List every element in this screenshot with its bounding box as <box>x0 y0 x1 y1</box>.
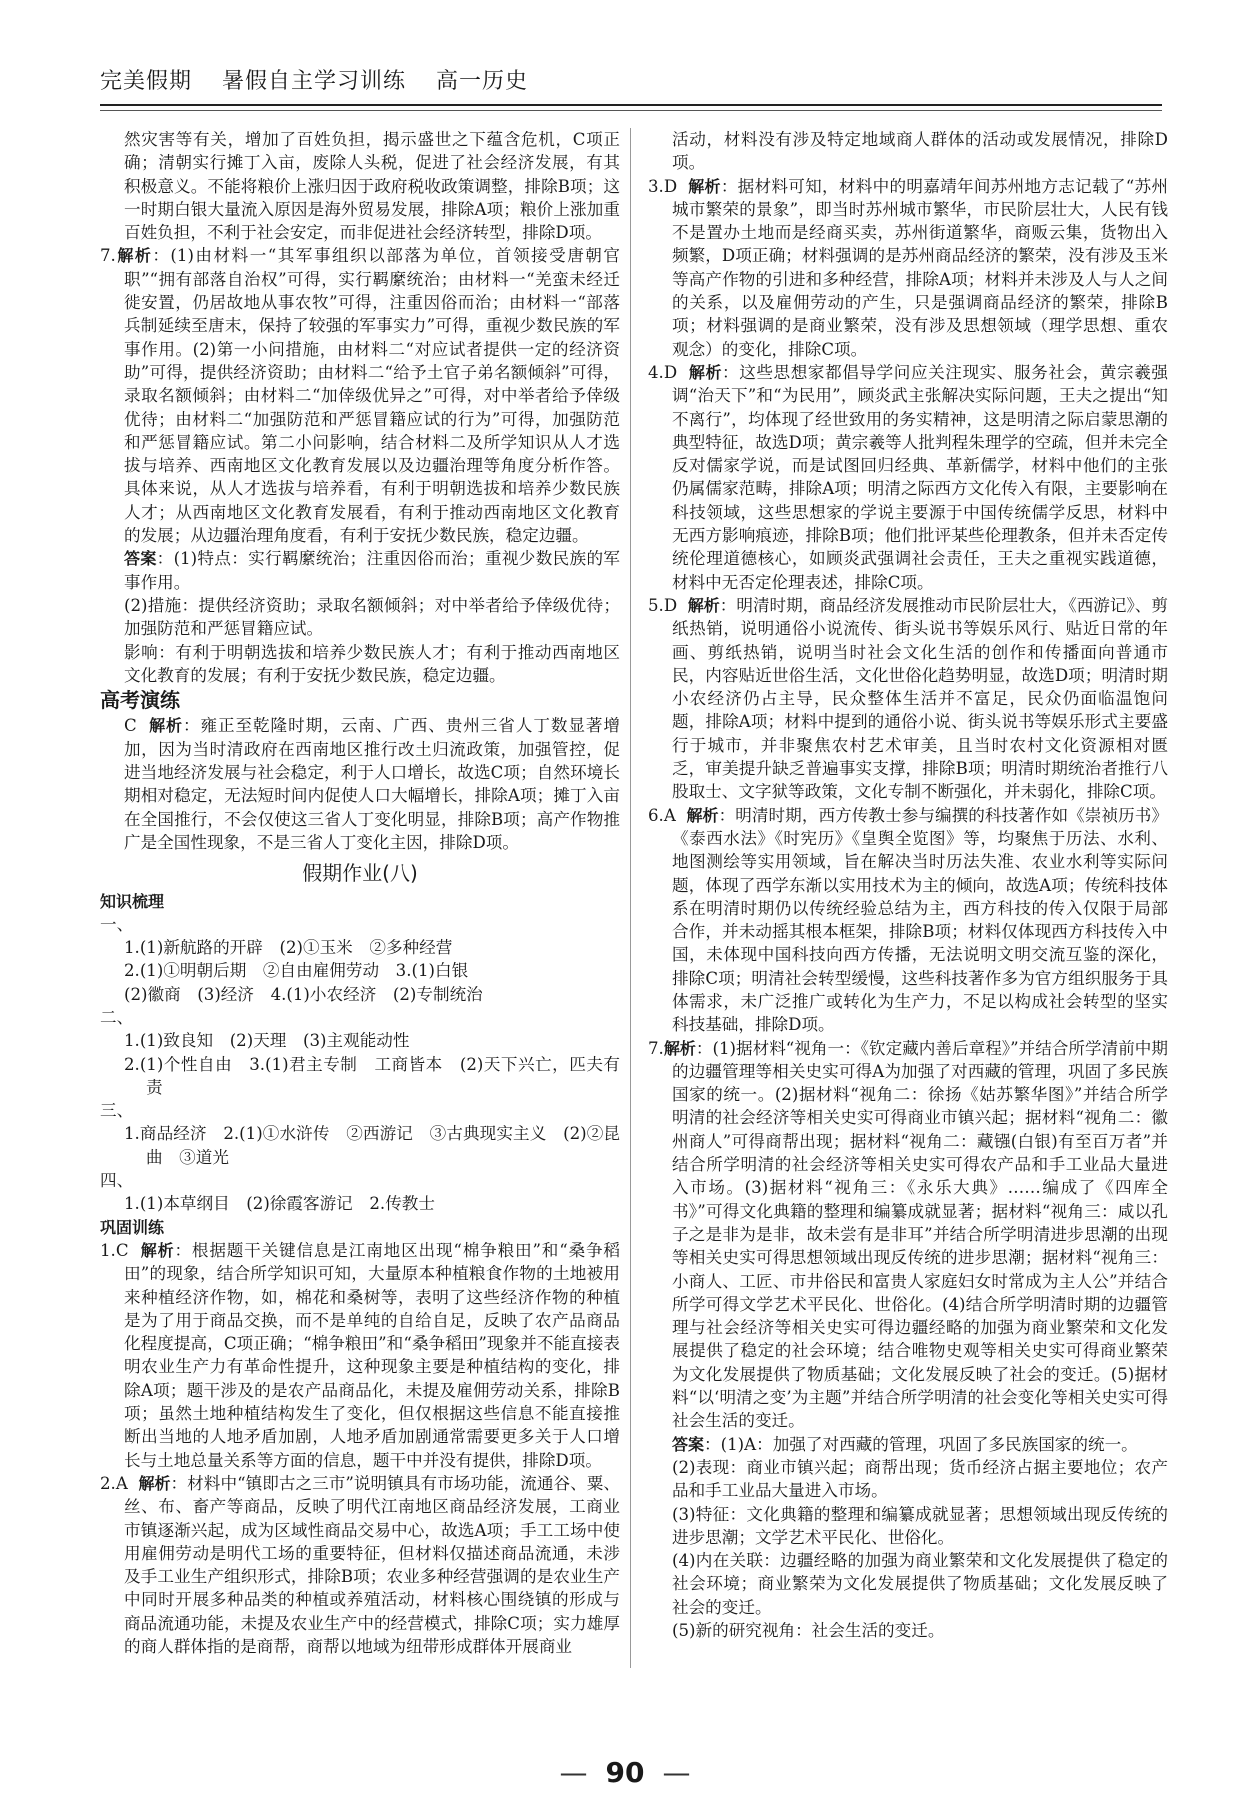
page-number: — 90 — <box>559 1756 691 1789</box>
question-7r-answer-5: (5)新的研究视角：社会生活的变迁。 <box>672 1621 945 1640</box>
question-7r-answer-1: 答案：(1)A：加强了对西藏的管理，巩固了多民族国家的统一。 <box>672 1434 1138 1454</box>
column-divider <box>630 128 631 1668</box>
question-7r-answer-4: (4)内在关联：边疆经略的加强为商业繁荣和文化发展提供了稳定的社会环境；商业繁荣为文化发展提供了物质基础；文化发展反映了社会的变迁。 <box>672 1551 1168 1617</box>
question-2-continued: 活动，材料没有涉及特定地域商人群体的活动或发展情况，排除D项。 <box>672 130 1168 173</box>
question-4-analysis: 4.D 解析：这些思想家都倡导学问应关注现实、服务社会，黄宗羲强调“治天下”和“为民用”，顾炎武主张解决实际问题，王夫之提出“知不离行”，均体现了经世致用的务实精神，这是明清之际启蒙思潮的典型特征，故选D项；黄宗羲等人批判程朱理学的空疏，但并未完全反对儒家学说，而是试图回归经典、革新儒学，材料中他们的主张仍属儒家范畴，排除A项；明清之际西方文化传入有限，主要影响在科技领域，这些思想家的学说主要源于中国传统儒学反思，材料中无西方影响痕迹，排除B项；他们批评某些伦理教条，但并未否定传统伦理道德核心，如顾炎武强调社会责任，王夫之重视实践道德，材料中无否定伦理表述，排除C项。 <box>648 362 1168 592</box>
header-rule-thin <box>100 110 1162 111</box>
question-7-analysis: 7.解析：(1)由材料一“其军事组织以部落为单位，首领接受唐朝官职”“拥有部落自治权”可得，实行羁縻统治；由材料一“羌蛮未经迁徙安置，仍居故地从事农牧”可得，注重因俗而治；由材料一“部落兵制延续至唐末，保持了较强的军事实力”可得，重视少数民族的军事作用。(2)第一小问措施，由材料二“对应试者提供一定的经济资助”可得，提供经济资助；由材料二“给予土官子弟名额倾斜”可得，录取名额倾斜；由材料二“加倖级优异之”可得，对中举者给予倖级优待；由材料二“加强防范和严惩冒籍应试的行为”可得，加强防范和严惩冒籍应试。第二小问影响，结合材料二及所学知识从人才选拔与培养、西南地区文化教育发展以及边疆治理等角度分析作答。具体来说，从人才选拔与培养看，有利于明朝选拔和培养少数民族人才；从西南地区文化教育发展看，有利于推动西南地区文化教育的发展；从边疆治理角度看，有利于安抚少数民族，稳定边疆。 <box>100 246 620 546</box>
question-6-analysis: 6.A 解析：明清时期，西方传教士参与编撰的科技著作如《崇祯历书》《泰西水法》《时宪历》《皇舆全览图》等，均聚焦于历法、水利、地图测绘等实用领域，旨在解决当时历法失准、农业水利等实际问题，体现了西学东渐以实用技术为主的倾向，故选A项；传统科技体系在明清时期仍以传统经验总结为主，西方科技的传入仅限于局部合作，并未动摇其根本框架，排除B项；材料仅体现西方科技传入中国，未体现中国科技向西方传播，无法说明文明交流互鉴的深化，排除C项；明清社会转型缓慢，这些科技著作多为官方组织服务于具体需求，未广泛推广或转化为生产力，不足以构成社会转型的坚实科技基础，排除D项。 <box>648 805 1168 1035</box>
section-gaokao: 高考演练 <box>100 688 180 713</box>
question-2-analysis: 2.A 解析：材料中“镇即古之三市”说明镇具有市场功能，流通谷、粟、丝、布、畜产等商品，反映了明代江南地区商品经济发展，工商业市镇逐渐兴起，成为区域性商品交易中心，故选A项；手工工场中使用雇佣劳动是明代工场的重要特征，但材料仅描述商品流通，未涉及手工业生产组织形式，排除B项；农业多种经营强调的是农业生产中同时开展多种品类的种植或养殖活动，材料核心围绕镇的形成与商品流通功能，未提及农业生产中的经营模式，排除C项；实力雄厚的商人群体指的是商帮，商帮以地域为纽带形成群体开展商业 <box>100 1473 620 1656</box>
question-7r-analysis: 7.解析：(1)据材料“视角一：《钦定藏内善后章程》”并结合所学清前中期的边疆管理等相关史实可得A为加强了对西藏的管理，巩固了多民族国家的统一。(2)据材料“视角二：徐扬《姑苏繁华图》”并结合所学明清的社会经济等相关史实可得商业市镇兴起；据材料“视角二：徽州商人”可得商帮出现；据材料“视角二：藏镪(白银)有至百万者”并结合所学明清的社会经济等相关史实可得农产品和手工业品大量进入市场。(3)据材料“视角三：《永乐大典》……编成了《四库全书》”可得文化典籍的整理和编纂成就显著；据材料“视角三：咸以孔子之是非为是非，故未尝有是非耳”并结合所学明清进步思潮的出现等相关史实可得思想领域出现反传统的进步思潮；据材料“视角三：小商人、工匠、市井俗民和富贵人家庭妇女时常成为主人公”并结合所学可得文学艺术平民化、世俗化。(4)结合所学明清时期的边疆管理与社会经济等相关史实可得边疆经略的加强为商业繁荣和文化发展提供了稳定的社会环境；结合唯物史观等相关史实可得商业繁荣为文化发展提供了物质基础；文化发展反映了社会的变迁。(5)据材料“以‘明清之变’为主题”并结合所学明清的社会变化等相关史实可得社会生活的变迁。 <box>648 1038 1168 1431</box>
gaokao-analysis: C 解析：雍正至乾隆时期，云南、广西、贵州三省人丁数显著增加，因为当时清政府在西南地区推行改土归流政策，加强管控，促进当地经济发展与社会稳定，利于人口增长，故选C项；自然环境长期相对稳定，无法短时间内促使人口大幅增长，排除A项；摊丁入亩在全国推行，不会仅使这三省人丁变化明显，排除B项；高产作物推广是全国性现象，不是三省人丁变化主因，排除D项。 <box>124 716 620 852</box>
subject-title: 高一历史 <box>436 69 529 94</box>
question-3-analysis: 3.D 解析：据材料可知，材料中的明嘉靖年间苏州地方志记载了“苏州城市繁荣的景象”，即当时苏州城市繁华，市民阶层壮大，人民有钱不是置办土地而是经商买卖，苏州街道繁华，商贩云集，货物出入频繁，D项正确；材料强调的是苏州商品经济的繁荣，没有涉及玉米等高产作物的引进和多种经营，排除A项；材料并未涉及人与人之间的关系，以及雇佣劳动的产生，只是强调商品经济的繁荣，排除B项；材料强调的是商业繁荣，没有涉及思想领域（理学思想、重农观念）的变化，排除C项。 <box>648 176 1168 359</box>
question-5-analysis: 5.D 解析：明清时期，商品经济发展推动市民阶层壮大，《西游记》、剪纸热销，说明通俗小说流传、街头说书等娱乐风行、贴近日常的年画、剪纸热销，说明当时社会文化生活的创作和传播面向普通市民，内容贴近世俗生活，文化世俗化趋势明显，故选D项；明清时期小农经济仍占主导，民众整体生活并不富足，民众仍面临温饱问题，排除A项；材料中提到的通俗小说、街头说书等娱乐形式主要盛行于城市，并非聚焦农村艺术审美，且当时农村文化资源相对匮乏，审美提升缺乏普遍事实支撑，排除B项；明清时期统治者推行八股取士、文字狱等政策，文化专制不断强化，并未弱化，排除C项。 <box>648 595 1168 802</box>
question-1-analysis: 1.C 解析：根据题干关键信息是江南地区出现“棉争粮田”和“桑争稻田”的现象，结合所学知识可知，大量原本种植粮食作物的土地被用来种植经济作物，如，棉花和桑树等，表明了这些经济作物的种植是为了用于商品交换，而不是单纯的自给自足，反映了农产品商品化程度提高，C项正确；“棉争粮田”和“桑争稻田”现象并不能直接表明农业生产力有革命性提升，这种现象主要是种植结构的变化，排除A项；题干涉及的是农产品商品化，未提及雇佣劳动关系，排除B项；虽然土地种植结构发生了变化，但仅根据这些信息不能直接推断出当地的人地矛盾加剧，人地矛盾加剧通常需要更多关于人口增长与土地总量关系等方面的信息，题干中并没有提供，排除D项。 <box>100 1240 620 1470</box>
knowledge-part-3: 三、 1.商品经济 2.(1)①水浒传 ②西游记 ③古典现实主义 (2)②昆曲 ③道光 <box>100 1101 620 1167</box>
header-rule-thick <box>100 104 1162 106</box>
question-7-answer-3: 影响：有利于明朝选拔和培养少数民族人才；有利于推动西南地区文化教育的发展；有利于安抚少数民族，稳定边疆。 <box>124 642 620 685</box>
section-knowledge: 知识梳理 <box>100 891 165 911</box>
question-7r-answer-3: (3)特征：文化典籍的整理和编纂成就显著；思想领域出现反传统的进步思潮；文学艺术平民化、世俗化。 <box>672 1504 1168 1547</box>
knowledge-part-1: 一、 1.(1)新航路的开辟 (2)①玉米 ②多种经营 2.(1)①明朝后期 ②自由雇佣劳动 3.(1)白银 (2)徽商 (3)经济 4.(1)小农经济 (2)专制统治 <box>100 914 483 1004</box>
homework-title: 假期作业(八) <box>302 861 418 886</box>
brand-title: 完美假期 <box>100 69 193 94</box>
knowledge-part-2: 二、 1.(1)致良知 (2)天理 (3)主观能动性 2.(1)个性自由 3.(1)君主专制 工商皆本 (2)天下兴亡，匹夫有责 <box>100 1007 620 1097</box>
question-7r-answer-2: (2)表现：商业市镇兴起；商帮出现；货币经济占据主要地位；农产品和手工业品大量进入市场。 <box>672 1457 1168 1501</box>
page-header <box>100 64 1162 104</box>
section-consolidation: 巩固训练 <box>100 1217 165 1237</box>
knowledge-part-4: 四、 1.(1)本草纲目 (2)徐霞客游记 2.传教士 <box>100 1171 435 1214</box>
question-7-answer: 答案：(1)特点：实行羁縻统治；注重因俗而治；重视少数民族的军事作用。 <box>124 549 620 592</box>
continued-answer: 然灾害等有关，增加了百姓负担，揭示盛世之下蕴含危机，C项正确；清朝实行摊丁入亩，废除人头税，促进了社会经济发展，有其积极意义。不能将粮价上涨归因于政府税收政策调整，排除B项；这一时期白银大量流入原因是海外贸易发展，排除A项；粮价上涨加重百姓负担，不利于社会安定，而非促进社会经济转型，排除D项。 <box>124 130 620 243</box>
right-column <box>648 128 1168 1642</box>
left-column <box>100 128 620 1658</box>
book-subtitle: 暑假自主学习训练 <box>222 69 407 94</box>
question-7-answer-2: (2)措施：提供经济资助；录取名额倾斜；对中举者给予倖级优待；加强防范和严惩冒籍应试。 <box>124 595 620 639</box>
